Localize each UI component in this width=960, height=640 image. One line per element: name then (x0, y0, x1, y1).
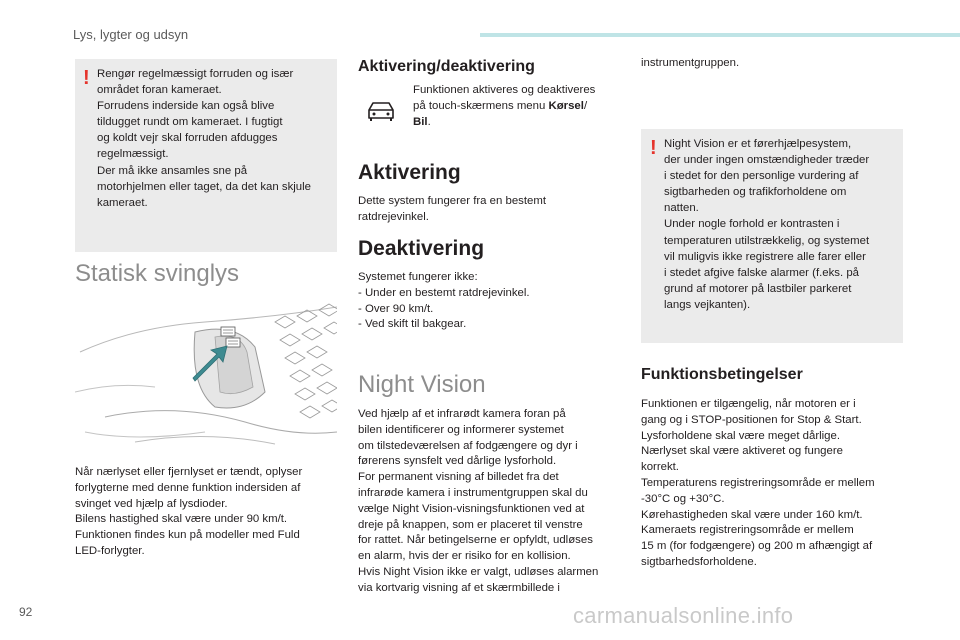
header-accent-bar (480, 33, 960, 37)
heading-aktivering-deaktivering: Aktivering/deaktivering (358, 58, 535, 75)
car-menu-line-1: Funktionen aktiveres og deaktiveres (413, 84, 596, 96)
night-vision-line-9: for rattet. Når betingelserne er opfyldt, udløses (358, 534, 593, 547)
note-nv-line-2: der under ingen omstændigheder træder (664, 154, 870, 167)
aktivering-line-1: Dette system fungerer fra en bestemt (358, 195, 547, 207)
funktion-line-8: Kørehastigheden skal være under 160 km/t. (641, 508, 863, 521)
note-camera-line-4: tildugget rundt om kameraet. I fugtigt (97, 116, 283, 129)
night-vision-line-2: bilen identificerer og informerer systemet (358, 423, 564, 436)
note-nv-line-5: natten. (664, 202, 699, 215)
warning-exclamation-icon-2: ! (650, 137, 657, 159)
note-camera-line-2: området foran kameraet. (97, 84, 222, 97)
note-nv-line-10: grund af motorer på lastbiler parkeret (664, 282, 852, 295)
night-vision-line-6: infrarøde kamera i instrumentgruppen skal du (358, 486, 588, 499)
body-night-vision (358, 407, 598, 597)
deaktivering-intro: Systemet fungerer ikke: (358, 271, 478, 283)
funktion-line-5: korrekt. (641, 461, 679, 474)
deaktivering-list-item: - Under en bestemt ratdrejevinkel. (358, 286, 530, 299)
car-menu-line-2-text: på touch-skærmens menu (413, 99, 549, 112)
funktion-line-7: -30°C og +30°C. (641, 492, 725, 505)
svinglys-line-1: Når nærlyset eller fjernlyset er tændt, oplyser (75, 466, 303, 478)
warning-exclamation-icon: ! (83, 67, 90, 89)
note-camera-line-7: Der må ikke ansamles sne på (97, 164, 248, 177)
note-camera-line-6: regelmæssigt. (97, 148, 169, 161)
funktion-line-3: Lysforholdene skal være meget dårlige. (641, 429, 841, 442)
aktivering-line-2: ratdrejevinkel. (358, 210, 429, 223)
body-deaktivering (358, 270, 530, 333)
svinglys-line-2: forlygterne med denne funktion indersiden af (75, 481, 301, 494)
note-nv-line-1: Night Vision er et førerhjælpesystem, (664, 138, 852, 150)
car-menu-line-2 (413, 99, 595, 115)
note-camera-line-9: kameraet. (97, 196, 148, 209)
funktion-line-6: Temperaturens registreringsområde er mellem (641, 476, 875, 489)
deaktivering-list-item: - Ved skift til bakgear. (358, 318, 467, 331)
note-camera-line-3: Forrudens inderside kan også blive (97, 100, 275, 113)
night-vision-line-12: via kortvarig visning af et skærmbillede i (358, 581, 560, 594)
note-nv-line-3: i stedet for den personlige vurdering af (664, 170, 859, 183)
night-vision-line-3: om tilstedeværelsen af fodgængere og dyr i (358, 439, 578, 452)
svinglys-line-6: LED-forlygter. (75, 544, 145, 557)
watermark: carmanualsonline.info (573, 603, 794, 628)
car-menu-text (413, 83, 595, 130)
continuation-line: instrumentgruppen. (641, 57, 740, 69)
car-menu-line-3 (413, 115, 595, 131)
note-camera-line-5: og koldt vejr skal forruden afdugges (97, 132, 278, 145)
note-nv-line-8: vil muligvis ikke registrere alle farer eller (664, 250, 866, 263)
night-vision-line-10: en alarm, hvis der er risiko for en kollision. (358, 550, 571, 563)
heading-funktionsbetingelser: Funktionsbetingelser (641, 366, 803, 383)
note-nv-line-7: temperaturen utilstrækkelig, og systemet (664, 234, 870, 247)
note-nv-line-11: langs vejkanten). (664, 298, 751, 311)
car-menu-icon (366, 100, 396, 122)
page-number: 92 (19, 605, 33, 619)
note-nv-line-6: Under nogle forhold er kontrasten i (664, 218, 840, 231)
note-camera-line-1: Rengør regelmæssigt forruden og især (97, 68, 294, 80)
note-nv-line-4: sigtbarheden og trafikforholdene om (664, 186, 847, 199)
heading-aktivering: Aktivering (358, 161, 461, 184)
funktion-line-1: Funktionen er tilgængelig, når motoren er i (641, 398, 856, 410)
note-text-camera (97, 66, 311, 211)
heading-deaktivering: Deaktivering (358, 237, 485, 260)
funktion-line-11: sigtbarhedsforholdene. (641, 555, 757, 568)
heading-statisk-svinglys: Statisk svinglys (75, 260, 240, 287)
night-vision-line-11: Hvis Night Vision ikke er valgt, udløses alarmen (358, 565, 599, 578)
body-statisk-svinglys (75, 465, 302, 560)
body-aktivering (358, 194, 546, 226)
svinglys-line-5: Funktionen findes kun på modeller med Fuld (75, 529, 300, 542)
night-vision-line-8: dreje på knappen, som er placeret til venstre (358, 518, 583, 531)
note-nv-line-9: i stedet afgive falske alarmer (f.eks. på (664, 266, 859, 279)
menu-bil: Bil (413, 115, 428, 128)
menu-koersel: Kørsel (548, 99, 584, 112)
nv-continuation (641, 56, 739, 72)
svinglys-line-4: Bilens hastighed skal være under 90 km/t. (75, 513, 288, 526)
heading-night-vision: Night Vision (358, 371, 486, 398)
menu-slash: / (583, 99, 588, 112)
funktion-line-9: Kameraets registreringsområde er mellem (641, 524, 854, 537)
section-header: Lys, lygter og udsyn (73, 27, 189, 42)
deaktivering-list-item: - Over 90 km/t. (358, 302, 434, 315)
night-vision-line-7: vælge Night Vision-visningsfunktionen ved at (358, 502, 585, 515)
funktion-line-10: 15 m (for fodgængere) og 200 m afhængigt af (641, 540, 873, 553)
funktion-line-2: gang og i STOP-positionen for Stop & Start. (641, 413, 862, 426)
night-vision-line-5: For permanent visning af billedet fra det (358, 471, 559, 484)
note-text-night-vision (664, 136, 869, 313)
night-vision-line-4: førerens synsfelt ved dårlige lysforhold. (358, 455, 557, 468)
note-camera-line-8: motorhjelmen eller taget, da det kan skjule (97, 180, 312, 193)
menu-end: . (427, 115, 431, 128)
headlight-illustration (75, 292, 337, 458)
night-vision-line-1: Ved hjælp af et infrarødt kamera foran på (358, 408, 566, 420)
funktion-line-4: Nærlyset skal være aktiveret og fungere (641, 445, 843, 458)
svinglys-line-3: svinget ved hjælp af lysdioder. (75, 497, 228, 510)
body-funktionsbetingelser (641, 397, 875, 571)
